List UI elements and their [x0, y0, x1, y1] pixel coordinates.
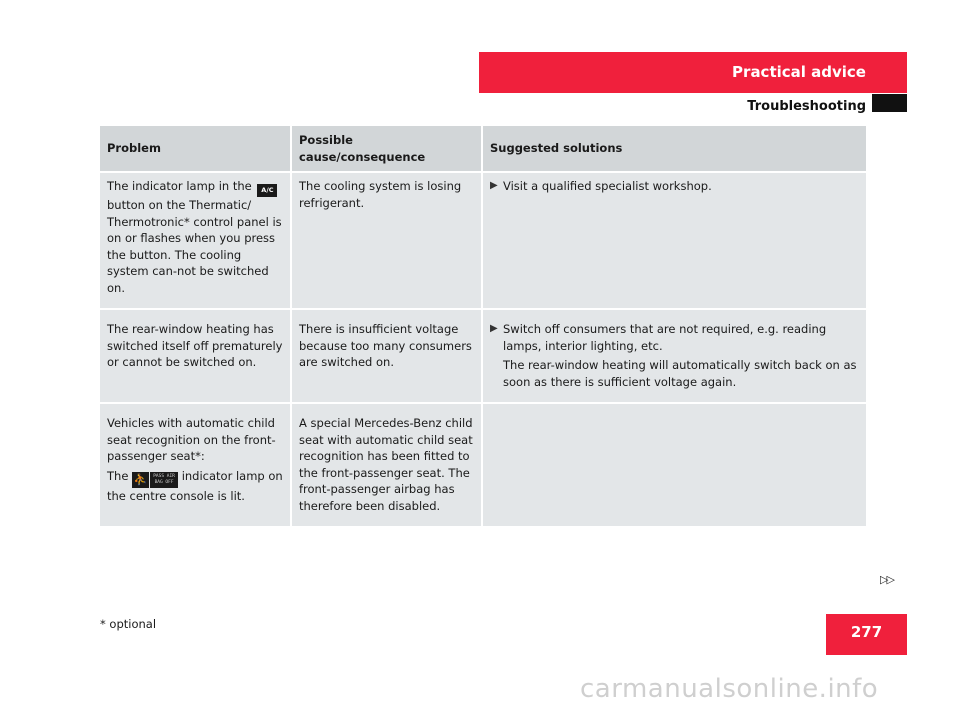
footnote: * optional — [100, 617, 157, 631]
cause-cell: There is insufficient voltage because too many consumers are switched on. — [291, 309, 482, 403]
section-banner — [479, 52, 907, 93]
cause-cell: A special Mercedes-Benz child seat with automatic child seat recognition has been fitted to the front-passenger seat. The front-passenger airbag has therefore been disabled. — [291, 403, 482, 527]
ac-button-icon: A/C — [257, 184, 277, 197]
troubleshooting-table — [100, 126, 866, 528]
problem-cell: The rear-window heating has switched itself off prematurely or cannot be switched on. — [100, 309, 291, 403]
column-header-cause: Possible cause/consequence — [291, 126, 482, 172]
column-header-problem: Problem — [100, 126, 291, 172]
passenger-airbag-off-icon: PASS AIR BAG OFF — [150, 472, 178, 488]
subsection-title: Troubleshooting — [747, 99, 866, 114]
watermark: carmanualsonline.info — [580, 674, 879, 704]
passenger-airbag-icon: ⛹ — [133, 472, 148, 486]
table-row — [100, 172, 866, 309]
problem-cell: The indicator lamp in the A/C button on the Thermatic/ Thermotronic* control panel is on or flashes when you press the button. The cooling system can-not be switched on. — [100, 172, 291, 309]
solution-cell — [482, 403, 866, 527]
section-title: Practical advice — [732, 63, 866, 81]
table-row — [100, 403, 866, 527]
bullet-arrow-icon: ▶ — [490, 323, 498, 334]
problem-cell: Vehicles with automatic child seat recognition on the front-passenger seat*: The ⛹ PASS AIR BAG OFF indicator lamp on the centre console is lit. — [100, 403, 291, 527]
chapter-tab-marker — [872, 94, 907, 112]
page-number: 277 — [826, 614, 907, 655]
table-row — [100, 309, 866, 403]
continue-arrows-icon: ▷▷ — [880, 573, 893, 586]
solution-cell — [482, 172, 866, 309]
solution-item: ▶ Visit a qualified specialist workshop. — [490, 179, 712, 193]
solution-item: ▶ Switch off consumers that are not required, e.g. reading lamps, interior lighting, etc. The rear-window heating will automatically switch back on as soon as there is sufficient voltage again. — [490, 322, 857, 389]
cause-cell: The cooling system is losing refrigerant. — [291, 172, 482, 309]
bullet-arrow-icon: ▶ — [490, 180, 498, 191]
solution-cell — [482, 309, 866, 403]
column-header-solutions: Suggested solutions — [482, 126, 866, 172]
table-header-row — [100, 126, 866, 172]
